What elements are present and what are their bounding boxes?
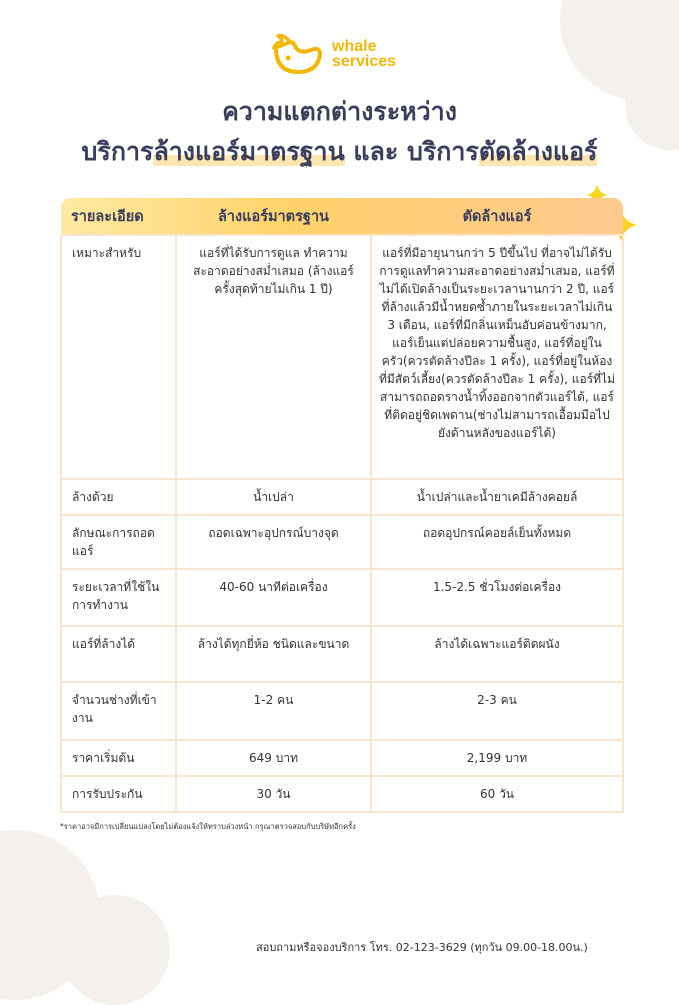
brand-line2: services: [332, 53, 397, 70]
overhaul-cell: แอร์ที่มีอายุนานกว่า 5 ปีขึ้นไป ที่อาจไม่ได้รับการดูแลทำความสะอาดอย่างสม่ำเสมอ, แอร์ที่ไม่ได้เปิดล้างเป็นระยะเวลานานกว่า 2 ปี, แอร์ที่ล้างแล้วมีน้ำหยดซ้ำภายในระยะเวลาไม่เกิน 3 เดือน, แอร์ที่มีกลิ่นเหม็นอับค่อนข้างมาก, แอร์เย็นแต่ปล่อยความชื้นสูง, แอร์ที่อยู่ในครัว(ควรตัดล้างปีละ 1 ครั้ง), แอร์ที่อยู่ในห้องที่มีสัตว์เลี้ยง(ควรตัดล้างปีละ 1 ครั้ง), แอร์ที่ไม่สามารถถอดรางน้ำทิ้งออกจากตัวแอร์ได้, แอร์ที่ติดอยู่ชิดเพดาน(ช่างไม่สามารถเอื้อมมือไปยังด้านหลังของแอร์ได้): [371, 235, 623, 479]
title-part-a: บริการ: [81, 137, 154, 166]
table-row: [61, 776, 623, 812]
standard-cell: 30 วัน: [176, 776, 371, 812]
header-standard: ล้างแอร์มาตรฐาน: [218, 208, 329, 225]
row-label: ระยะเวลาที่ใช้ในการทำงาน: [61, 569, 176, 626]
title-highlight-overhaul: ตัดล้างแอร์: [478, 137, 598, 166]
title-highlight-standard: ล้างแอร์มาตรฐาน: [153, 137, 345, 166]
overhaul-cell: 1.5-2.5 ชั่วโมงต่อเครื่อง: [371, 569, 623, 626]
header-detail: รายละเอียด: [71, 208, 144, 225]
standard-cell: 649 บาท: [176, 740, 371, 776]
comparison-table: [60, 198, 622, 813]
overhaul-cell: 2-3 คน: [371, 682, 623, 740]
price-footnote: *ราคาอาจมีการเปลี่ยนแปลงโดยไม่ต้องแจ้งให้ทราบล่วงหน้า กรุณาตรวจสอบกับบริษัทอีกครั้ง: [60, 822, 356, 831]
table-header-row: [61, 198, 623, 235]
standard-cell: ล้างได้ทุกยี่ห้อ ชนิดและขนาด: [176, 626, 371, 682]
overhaul-cell: ถอดอุปกรณ์คอยล์เย็นทั้งหมด: [371, 515, 623, 569]
standard-cell: ถอดเฉพาะอุปกรณ์บางจุด: [176, 515, 371, 569]
bg-cloud-bottom-left-2: [60, 895, 170, 1005]
table-row: [61, 479, 623, 515]
row-label: จำนวนช่างที่เข้างาน: [61, 682, 176, 740]
page-title-line1: ความแตกต่างระหว่าง: [222, 97, 457, 126]
standard-cell: 1-2 คน: [176, 682, 371, 740]
row-label: แอร์ที่ล้างได้: [61, 626, 176, 682]
table-row: [61, 626, 623, 682]
table-row: [61, 515, 623, 569]
row-label: การรับประกัน: [61, 776, 176, 812]
row-label: ราคาเริ่มต้น: [61, 740, 176, 776]
overhaul-cell: น้ำเปล่าและน้ำยาเคมีล้างคอยล์: [371, 479, 623, 515]
whale-icon: [270, 28, 328, 80]
header-overhaul: ตัดล้างแอร์: [462, 208, 532, 225]
table-row: [61, 740, 623, 776]
standard-cell: แอร์ที่ได้รับการดูแล ทำความสะอาดอย่างสม่ำเสมอ (ล้างแอร์ครั้งสุดท้ายไม่เกิน 1 ปี): [176, 235, 371, 479]
brand-logo: [270, 28, 396, 80]
table-row: [61, 682, 623, 740]
table-row: [61, 235, 623, 479]
overhaul-cell: 2,199 บาท: [371, 740, 623, 776]
table-row: [61, 569, 623, 626]
standard-cell: 40-60 นาทีต่อเครื่อง: [176, 569, 371, 626]
contact-info: สอบถามหรือจองบริการ โทร. 02-123-3629 (ทุกวัน 09.00-18.00น.): [256, 941, 588, 954]
brand-line1: whale: [332, 38, 377, 55]
title-part-c: และ บริการ: [344, 137, 479, 166]
standard-cell: น้ำเปล่า: [176, 479, 371, 515]
row-label: ลักษณะการถอดแอร์: [61, 515, 176, 569]
overhaul-cell: 60 วัน: [371, 776, 623, 812]
row-label: ล้างด้วย: [61, 479, 176, 515]
overhaul-cell: ล้างได้เฉพาะแอร์ติดผนัง: [371, 626, 623, 682]
row-label: เหมาะสำหรับ: [61, 235, 176, 479]
page-title-line2: [0, 132, 679, 172]
